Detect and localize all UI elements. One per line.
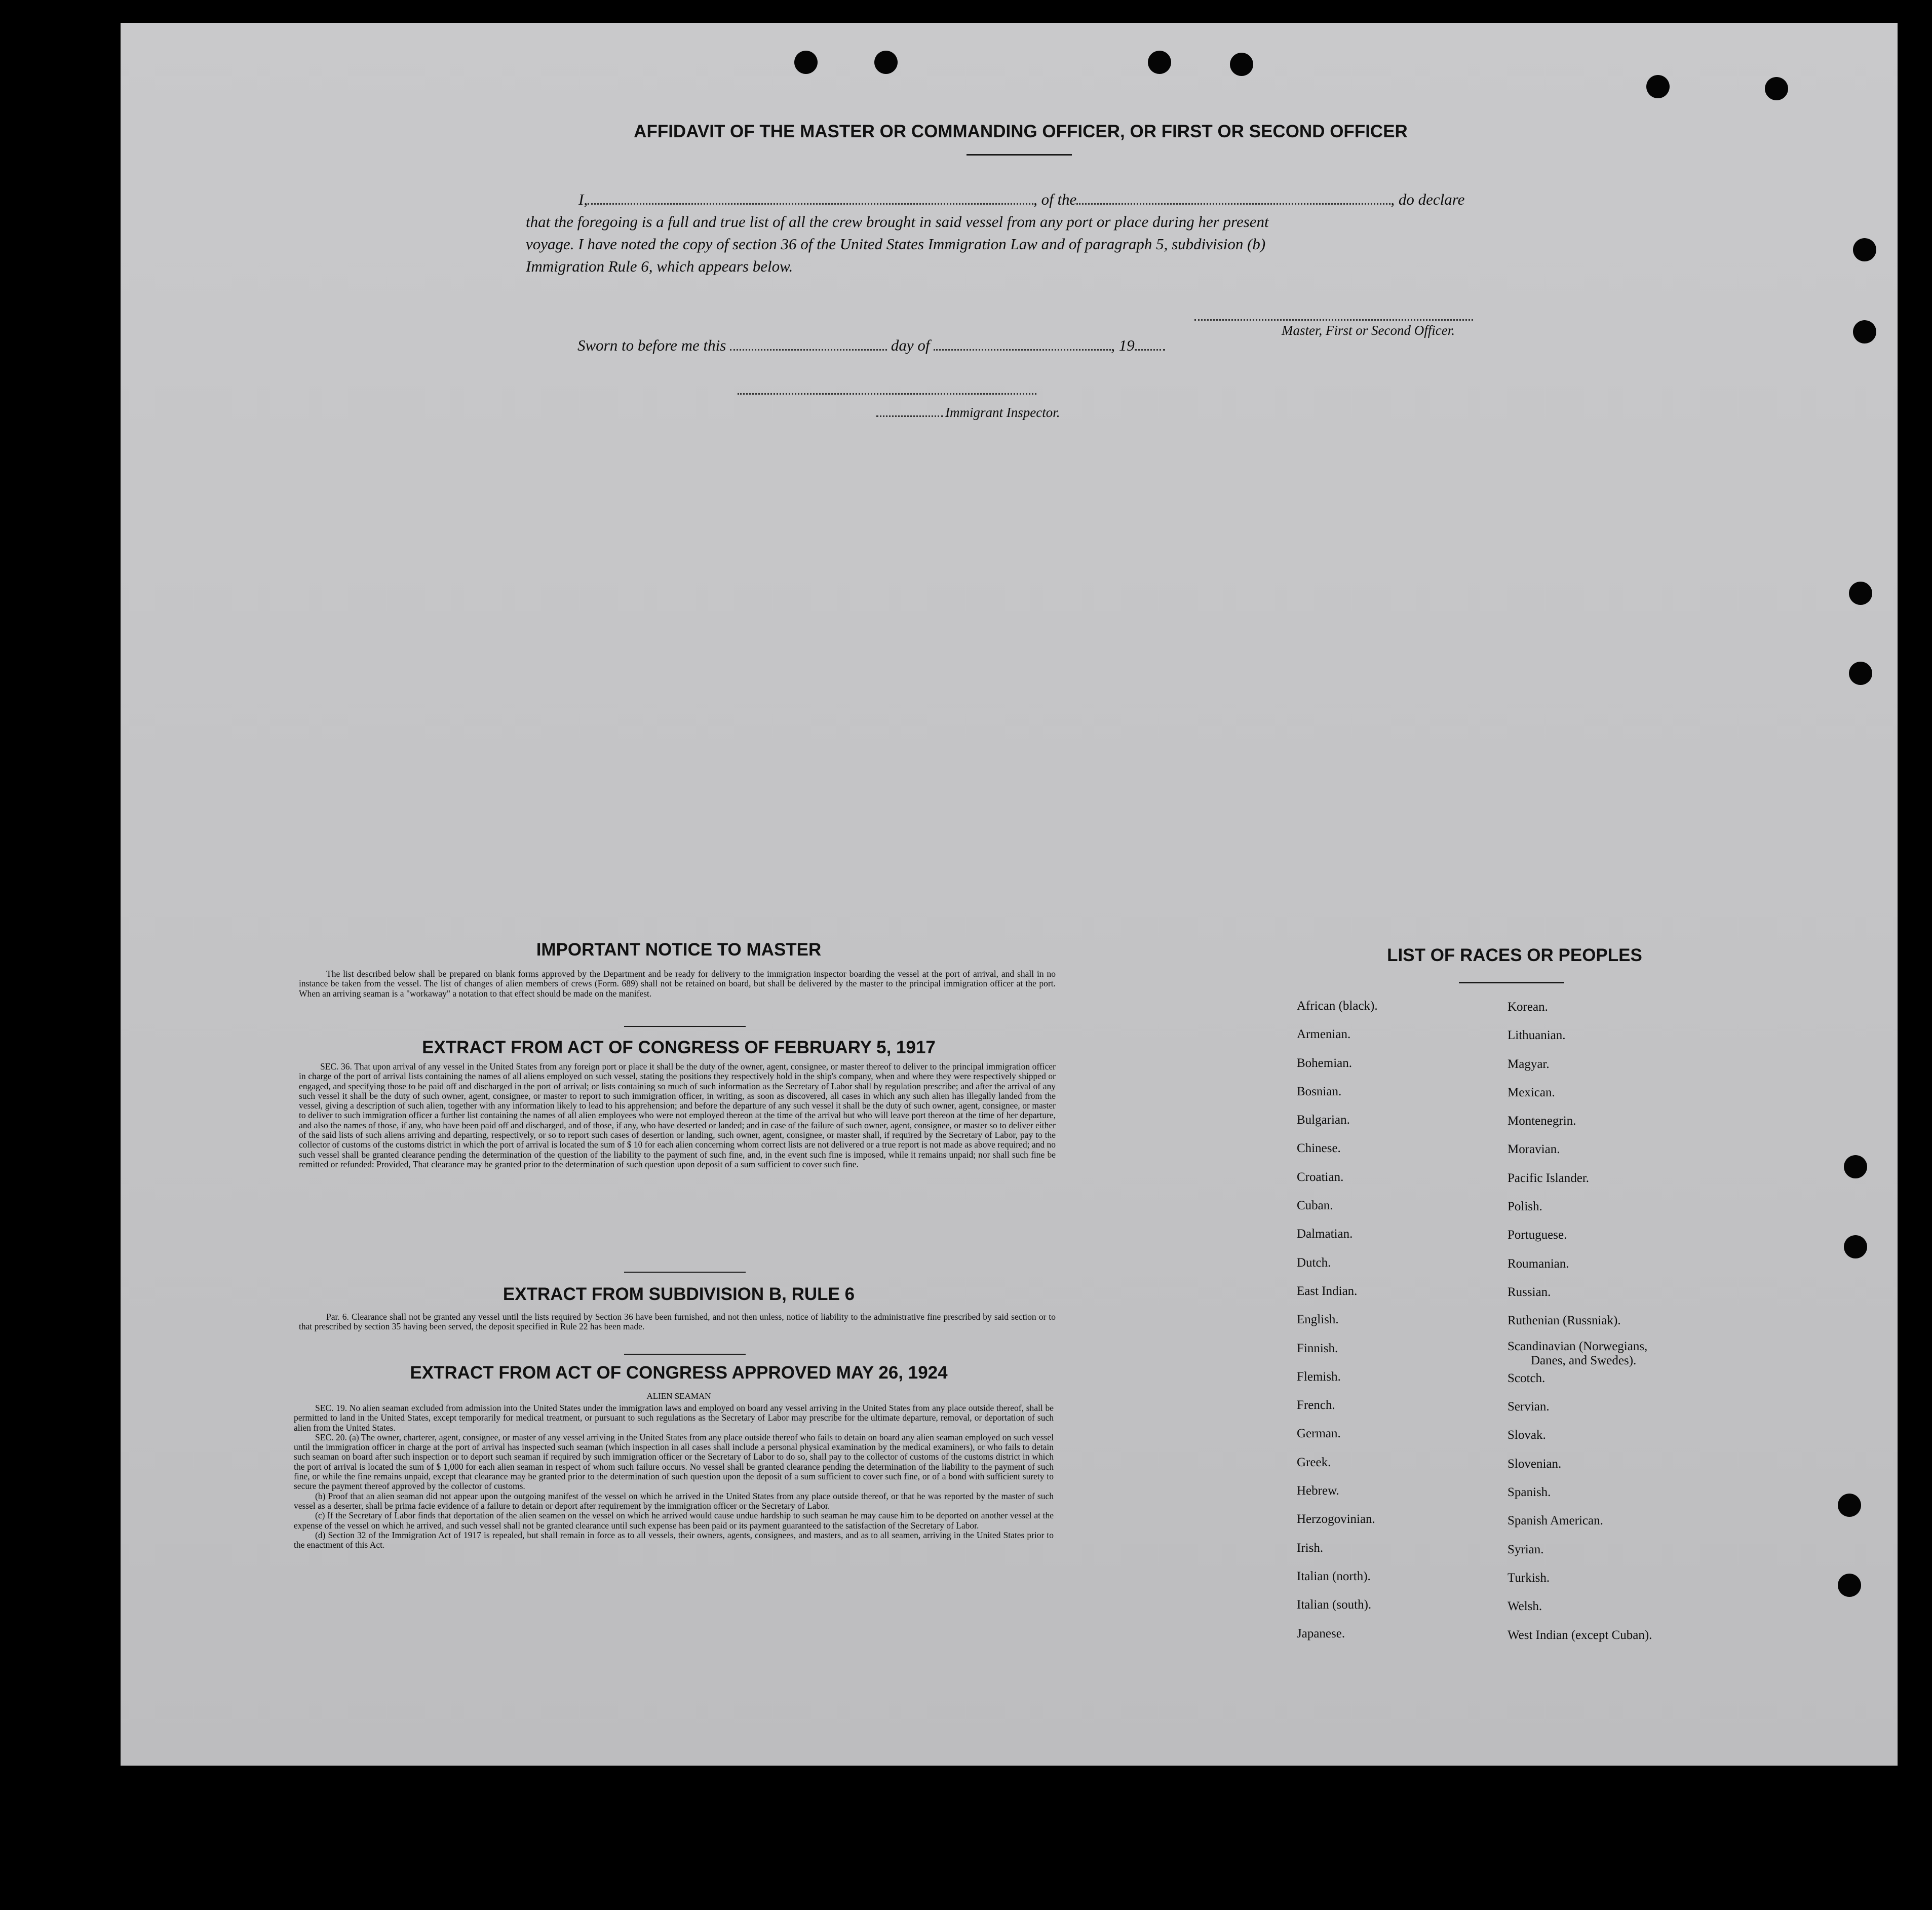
race-item: Servian. <box>1508 1400 1550 1414</box>
punch-hole <box>1853 238 1876 261</box>
races-title: LIST OF RACES OR PEOPLES <box>1387 945 1642 965</box>
race-item: Croatian. <box>1297 1170 1344 1184</box>
race-item: Cuban. <box>1297 1199 1333 1213</box>
act1917-rule <box>624 1272 746 1273</box>
race-item: African (black). <box>1297 999 1378 1013</box>
punch-hole <box>1646 75 1670 98</box>
notice-title: IMPORTANT NOTICE TO MASTER <box>536 940 822 960</box>
race-item: Korean. <box>1508 1000 1548 1014</box>
race-item: Japanese. <box>1297 1626 1345 1640</box>
punch-hole <box>1853 320 1876 343</box>
punch-hole <box>1765 77 1788 100</box>
race-item: Hebrew. <box>1297 1484 1339 1498</box>
sworn-year-field[interactable] <box>1135 348 1165 351</box>
notice-text <box>299 969 1056 999</box>
act1924-text <box>294 1403 1054 1550</box>
affidavit-title-rule <box>967 154 1072 156</box>
sec20c-paragraph: (c) If the Secretary of Labor finds that deportation of the alien seamen on the vessel on which he arrived would cause undue hardship to such seaman he may cause him to be deported on another vessel at the expense of the vessel on which he arrived, and such vessel shall not be granted clearance until such expense has been paid or its payment guaranteed to the satisfaction of the Secretary of Labor. <box>294 1510 1054 1531</box>
sec20b-paragraph: (b) Proof that an alien seaman did not appear upon the outgoing manifest of the vessel on which he arrived in the United States from any place outside thereof, or that he was reported by the master of such vessel as a deserter, shall be prima facie evidence of a failure to detain or deport after requirement by the immigration officer or the Secretary of Labor. <box>294 1491 1054 1511</box>
race-item: Flemish. <box>1297 1369 1341 1384</box>
race-item: Slovenian. <box>1508 1457 1562 1471</box>
rule6-rule <box>624 1354 746 1355</box>
race-item: Lithuanian. <box>1508 1028 1566 1043</box>
race-item: German. <box>1297 1427 1341 1441</box>
punch-hole <box>1148 51 1171 74</box>
affidavit-declaration <box>526 188 1514 278</box>
race-item: Dutch. <box>1297 1255 1331 1270</box>
race-item: Polish. <box>1508 1200 1542 1214</box>
race-item: Slovak. <box>1508 1428 1546 1442</box>
race-item: Mexican. <box>1508 1085 1555 1099</box>
master-signature-label: Master, First or Second Officer. <box>1282 323 1455 338</box>
year-prefix-label: , 19 <box>1111 336 1135 354</box>
rule6-title: EXTRACT FROM SUBDIVISION B, RULE 6 <box>503 1284 855 1304</box>
race-item: Herzogovinian. <box>1297 1512 1375 1526</box>
punch-hole <box>794 51 818 74</box>
sec20a-paragraph: SEC. 20. (a) The owner, charterer, agent, consignee, or master of any vessel arriving in the United States from any place outside thereof who fails to detain on board any alien seaman employed on such vessel until the immigration officer in charge at the port of arrival has inspected such seaman (which inspection in all cases shall include a personal physical examination by the medical examiners), or who fails to detain such seaman on board after such inspection or to deport such seaman if required by such immigration officer or the Secretary of Labor to do so, shall pay to the collector of customs of the customs district in which the port of arrival is located the sum of $ 1,000 for each alien seaman in respect of whom such failure occurs. No vessel shall be granted clearance pending the determination of the liability to the payment of such fine, or while the fine remains unpaid, except that clearance may be granted prior to the determination of such question upon the deposit of a sum sufficient to cover such fine, or of a bond with sufficient surety to secure the payment thereof approved by the collector of customs. <box>294 1432 1054 1492</box>
races-right-column <box>1508 993 1720 1650</box>
race-item: Turkish. <box>1508 1571 1550 1585</box>
race-item: English. <box>1297 1313 1339 1327</box>
race-item: Bohemian. <box>1297 1056 1353 1070</box>
race-item: Italian (north). <box>1297 1569 1371 1583</box>
race-item-continued: Danes, and Swedes). <box>1531 1353 1637 1367</box>
affidavit-title: AFFIDAVIT OF THE MASTER OR COMMANDING OFFICER, OR FIRST OR SECOND OFFICER <box>634 122 1408 141</box>
notice-paragraph: The list described below shall be prepared on blank forms approved by the Department and be ready for delivery to the immigration inspector boarding the vessel at the port of arrival, and shall in no instance be taken from the vessel. The list of changes of alien members of crews (Form. 689) shall not be retained on board, but shall be delivered by the master to the principal immigration officer at the port. When an arriving seaman is a "workaway" a notation to that effect should be made on the manifest. <box>299 969 1056 999</box>
race-item: East Indian. <box>1297 1284 1358 1298</box>
race-item: Portuguese. <box>1508 1228 1567 1242</box>
race-item: Bulgarian. <box>1297 1113 1350 1127</box>
punch-hole <box>1849 582 1872 605</box>
rule6-text <box>299 1312 1056 1332</box>
race-item: Armenian. <box>1297 1027 1351 1042</box>
inspector-signature-field[interactable] <box>738 392 1036 395</box>
punch-hole <box>1838 1494 1861 1517</box>
race-item: Dalmatian. <box>1297 1227 1353 1241</box>
sec36-paragraph: SEC. 36. That upon arrival of any vessel in the United States from any foreign port or place it shall be the duty of the owner, agent, consignee, or master thereof to deliver to the principal immigration officer in charge of the port of arrival lists containing the names of all aliens employed on such vessel, stating the positions they respectively hold in the ship's company, when and where they were respectively shipped or engaged, and specifying those to be paid off and discharged in the port of arrival; or lists containing so much of such information as the Secretary of Labor shall by regulation prescribe; and after the arrival of any such vessel it shall be the duty of such owner, agent, consignee, or master to report to such immigration officer, in writing, as soon as discovered, all cases in which any such alien has illegally landed from the vessel, giving a description of such alien, together with any information likely to lead to his apprehension; and before the departure of any such vessel it shall be the duty of such owner, agent, consignee, or master to deliver to such immigration officer a further list containing the names of all alien employees who were not employed thereon at the time of the arrival but who will leave port thereon at the time of her departure, and also the names of those, if any, who have been paid off and discharged, and of those, if any, who have deserted or landed; and in case of the failure of such owner, agent, consignee, or master so to deliver either of the said lists of such aliens arriving and departing, respectively, or so to report such cases of desertion or landing, such owner, agent, consignee, or master shall, if required by the Secretary of Labor, pay to the collector of customs of the customs district in which the port of arrival is located the sum of $ 10 for each alien concerning whom correct lists are not delivered or a true report is not made as above required; and no such vessel shall be granted clearance pending the determination of the question of the liability to the payment of such fine, and, in the event such fine is imposed, while it remains unpaid; nor shall such fine be remitted or refunded: Provided, That clearance may be granted prior to the determination of such question upon deposit of a sum sufficient to cover such fine. <box>299 1061 1056 1169</box>
sec19-paragraph: SEC. 19. No alien seaman excluded from admission into the United States under the immigration laws and employed on board any vessel arriving in the United States from any place outside thereof, shall be permitted to land in the United States, except temporarily for medical treatment, or pursuant to such regulations as the Secretary of Labor may prescribe for the ultimate departure, removal, or deportation of such alien from the United States. <box>294 1403 1054 1433</box>
race-item: Scotch. <box>1508 1371 1545 1385</box>
race-item: Bosnian. <box>1297 1084 1342 1098</box>
do-declare-label: , do declare <box>1390 190 1465 208</box>
sec20d-paragraph: (d) Section 32 of the Immigration Act of 1917 is repealed, but shall remain in force as to all vessels, their owners, agents, consignees, and masters, and as to all seamen, arriving in the United States prior to the enactment of this Act. <box>294 1530 1054 1550</box>
race-item: Syrian. <box>1508 1542 1544 1556</box>
race-item: Ruthenian (Russniak). <box>1508 1314 1621 1328</box>
race-item: Spanish. <box>1508 1485 1551 1500</box>
race-item: Italian (south). <box>1297 1598 1372 1612</box>
races-rule <box>1459 982 1564 983</box>
act1917-text <box>299 1062 1056 1169</box>
sworn-day-field[interactable] <box>730 348 887 351</box>
race-item: Pacific Islander. <box>1508 1171 1590 1185</box>
race-item: West Indian (except Cuban). <box>1508 1628 1652 1642</box>
declaration-line-2: that the foregoing is a full and true list of all the crew brought in said vessel from any port or place during her present <box>526 213 1269 231</box>
races-left-column <box>1297 992 1515 1648</box>
vessel-name-field[interactable] <box>1076 202 1390 205</box>
day-of-label: day of <box>891 336 930 354</box>
punch-hole <box>1838 1574 1861 1597</box>
sworn-line <box>577 334 1165 357</box>
race-item: Chinese. <box>1297 1141 1341 1156</box>
race-item: Greek. <box>1297 1455 1331 1469</box>
sworn-label: Sworn to before me this <box>577 336 726 354</box>
notice-rule <box>624 1026 746 1027</box>
race-item: Scandinavian (Norwegians, <box>1508 1339 1648 1353</box>
inspector-label: Immigrant Inspector. <box>945 405 1060 420</box>
act1917-title: EXTRACT FROM ACT OF CONGRESS OF FEBRUARY 5, 1917 <box>422 1038 936 1057</box>
race-item: Russian. <box>1508 1285 1551 1299</box>
par6-paragraph: Par. 6. Clearance shall not be granted any vessel until the lists required by Section 36 have been furnished, and not then unless, notice of liability to the administrative fine prescribed by said section or to that prescribed by section 35 having been served, the deposit specified in Rule 22 has been made. <box>299 1312 1056 1332</box>
punch-hole <box>1844 1155 1867 1178</box>
punch-hole <box>1230 53 1253 76</box>
declaration-line-3: voyage. I have noted the copy of section 36 of the United States Immigration Law and of paragraph 5, subdivision (b) <box>526 235 1266 253</box>
inspector-signature-field-2[interactable] <box>876 414 943 417</box>
race-item: Moravian. <box>1508 1142 1560 1157</box>
punch-hole <box>1849 662 1872 685</box>
declarant-name-field[interactable] <box>588 202 1033 205</box>
race-item: French. <box>1297 1398 1335 1412</box>
act1924-title: EXTRACT FROM ACT OF CONGRESS APPROVED MAY 26, 1924 <box>410 1363 948 1383</box>
race-item: Finnish. <box>1297 1341 1338 1355</box>
alien-seaman-subtitle: ALIEN SEAMAN <box>646 1391 711 1401</box>
declarant-prefix: I, <box>578 190 588 208</box>
of-the-label: , of the <box>1033 190 1077 208</box>
race-item: Welsh. <box>1508 1599 1542 1614</box>
race-item: Montenegrin. <box>1508 1114 1576 1128</box>
sworn-month-field[interactable] <box>934 348 1111 351</box>
punch-hole <box>1844 1235 1867 1258</box>
race-item: Irish. <box>1297 1541 1324 1555</box>
race-item: Magyar. <box>1508 1057 1550 1071</box>
declaration-line-4: Immigration Rule 6, which appears below. <box>526 257 793 275</box>
race-item: Spanish American. <box>1508 1514 1603 1528</box>
punch-hole <box>874 51 898 74</box>
race-item: Roumanian. <box>1508 1256 1569 1271</box>
